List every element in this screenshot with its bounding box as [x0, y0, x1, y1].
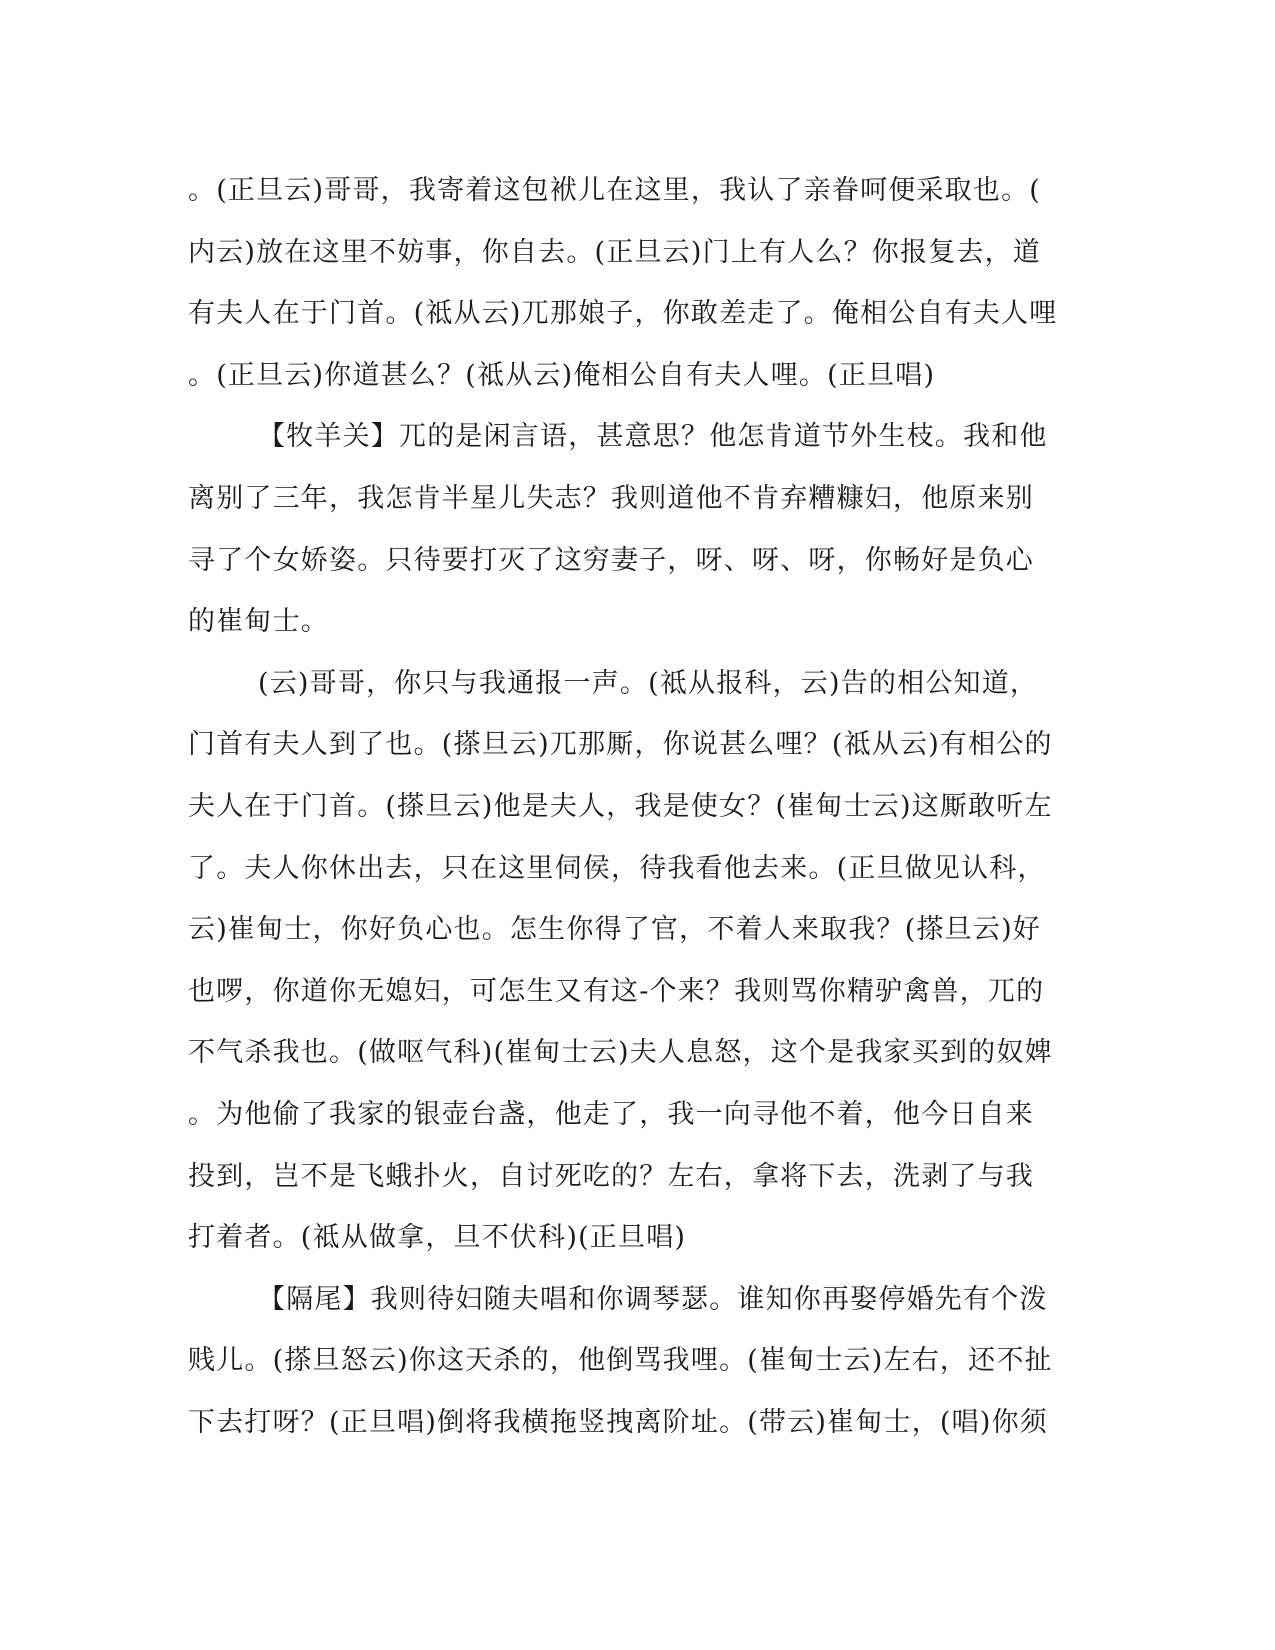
text-line: 门首有夫人到了也。(搽旦云)兀那厮，你说甚么哩？(祗从云)有相公的	[188, 729, 1053, 761]
paragraph-first-line: 【牧羊关】兀的是闲言语，甚意思？他怎肯道节外生枝。我和他	[258, 421, 1048, 453]
text-line: 内云)放在这里不妨事，你自去。(正旦云)门上有人么？你报复去，道	[188, 236, 1041, 268]
text-line: 下去打呀？(正旦唱)倒将我横拖竖拽离阶址。(带云)崔甸士，(唱)你须	[188, 1406, 1049, 1438]
text-line: 。(正旦云)哥哥，我寄着这包袱儿在这里，我认了亲眷呵便采取也。(	[188, 175, 1041, 206]
text-line: 云)崔甸士，你好负心也。怎生你得了官，不着人来取我？(搽旦云)好	[188, 914, 1041, 946]
paragraph-first-line: 【隔尾】我则待妇随夫唱和你调琴瑟。谁知你再娶停婚先有个泼	[258, 1283, 1048, 1315]
paragraph-first-line: (云)哥哥，你只与我通报一声。(祗从报科，云)告的相公知道，	[258, 667, 1039, 699]
text-line: 投到，岂不是飞蛾扑火，自讨死吃的？左右，拿将下去，洗剥了与我	[188, 1160, 1034, 1192]
text-line: 贱儿。(搽旦怒云)你这天杀的，他倒骂我哩。(崔甸士云)左右，还不扯	[188, 1345, 1053, 1377]
text-line: 。为他偷了我家的银壶台盏，他走了，我一向寻他不着，他今日自来	[188, 1098, 1034, 1130]
text-line: 的崔甸士。	[188, 606, 329, 638]
text-line: 。(正旦云)你道甚么？(祗从云)俺相公自有夫人哩。(正旦唱)	[188, 359, 936, 391]
text-line: 也啰，你道你无媳妇，可怎生又有这-个来？我则骂你精驴禽兽，兀的	[188, 975, 1045, 1007]
text-line: 了。夫人你休出去，只在这里伺侯，待我看他去来。(正旦做见认科，	[188, 852, 1046, 884]
text-line: 打着者。(祗从做拿，旦不伏科)(正旦唱)	[188, 1222, 687, 1254]
document-body	[188, 160, 1088, 1453]
text-line: 寻了个女娇姿。只待要打灭了这穷妻子，呀、呀、呀，你畅好是负心	[188, 544, 1034, 576]
text-line: 离别了三年，我怎肯半星儿失志？我则道他不肯弃糟糠妇，他原来别	[188, 482, 1034, 514]
text-line: 有夫人在于门首。(祗从云)兀那娘子，你敢差走了。俺相公自有夫人哩	[188, 298, 1058, 330]
text-line: 不气杀我也。(做呕气科)(崔甸士云)夫人息怒，这个是我家买到的奴婢	[188, 1037, 1053, 1069]
text-line: 夫人在于门首。(搽旦云)他是夫人，我是使女？(崔甸士云)这厮敢听左	[188, 790, 1053, 822]
